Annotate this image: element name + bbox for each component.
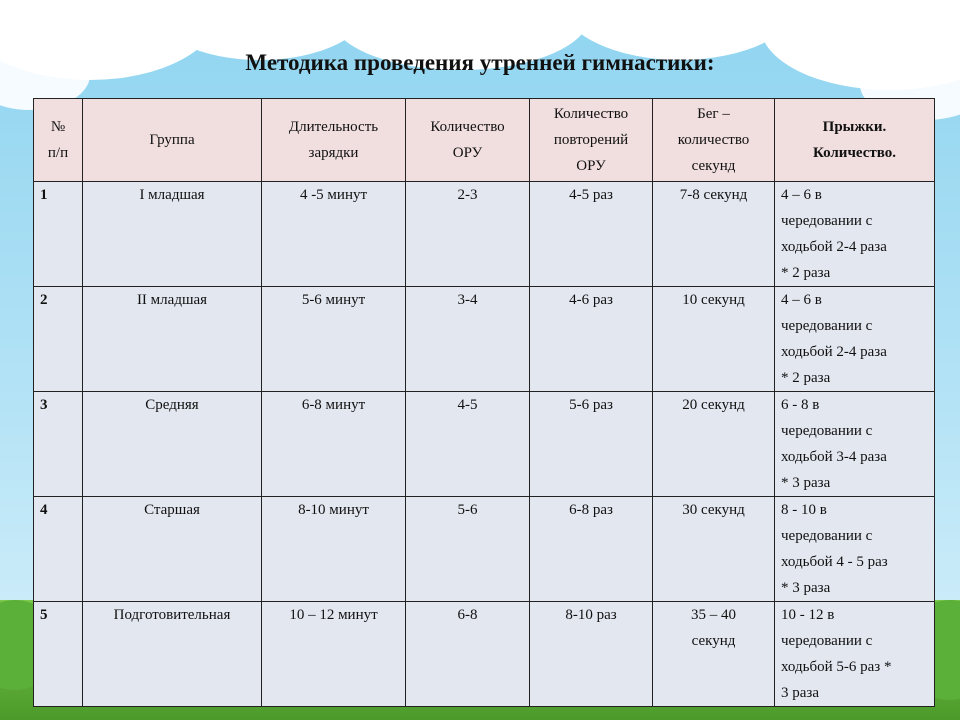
group-cell: II младшая	[83, 287, 262, 392]
oru-cell: 4-5	[406, 392, 530, 497]
oru-cell: 6-8	[406, 602, 530, 707]
header-running: Бег – количество секунд	[653, 99, 775, 182]
jumps-cell: 4 – 6 в чередовании с ходьбой 2-4 раза * 2 раза	[775, 182, 935, 287]
reps-cell: 5-6 раз	[530, 392, 653, 497]
group-cell: I младшая	[83, 182, 262, 287]
duration-cell: 6-8 минут	[262, 392, 406, 497]
header-number: № п/п	[34, 99, 83, 182]
reps-cell: 6-8 раз	[530, 497, 653, 602]
oru-cell: 3-4	[406, 287, 530, 392]
header-jumps: Прыжки. Количество.	[775, 99, 935, 182]
page-title: Методика проведения утренней гимнастики:	[245, 50, 715, 75]
jumps-cell: 4 – 6 в чередовании с ходьбой 2-4 раза * 2 раза	[775, 287, 935, 392]
row-number: 3	[34, 392, 83, 497]
run-cell: 10 секунд	[653, 287, 775, 392]
table-row	[34, 602, 935, 707]
reps-cell: 4-6 раз	[530, 287, 653, 392]
oru-cell: 5-6	[406, 497, 530, 602]
row-number: 4	[34, 497, 83, 602]
jumps-cell: 6 - 8 в чередовании с ходьбой 3-4 раза * 3 раза	[775, 392, 935, 497]
run-cell: 30 секунд	[653, 497, 775, 602]
table-row	[34, 392, 935, 497]
group-cell: Подготовительная	[83, 602, 262, 707]
duration-cell: 8-10 минут	[262, 497, 406, 602]
reps-cell: 4-5 раз	[530, 182, 653, 287]
table-row	[34, 287, 935, 392]
jumps-cell: 10 - 12 в чередовании с ходьбой 5-6 раз * 3 раза	[775, 602, 935, 707]
run-cell: 7-8 секунд	[653, 182, 775, 287]
gymnastics-table	[33, 98, 935, 707]
duration-cell: 10 – 12 минут	[262, 602, 406, 707]
run-cell: 35 – 40 секунд	[653, 602, 775, 707]
table-row	[34, 497, 935, 602]
table-header-row	[34, 99, 935, 182]
duration-cell: 4 -5 минут	[262, 182, 406, 287]
jumps-cell: 8 - 10 в чередовании с ходьбой 4 - 5 раз * 3 раза	[775, 497, 935, 602]
header-duration: Длительность зарядки	[262, 99, 406, 182]
header-repetitions: Количество повторений ОРУ	[530, 99, 653, 182]
header-group: Группа	[83, 99, 262, 182]
run-cell: 20 секунд	[653, 392, 775, 497]
table-row	[34, 182, 935, 287]
group-cell: Старшая	[83, 497, 262, 602]
duration-cell: 5-6 минут	[262, 287, 406, 392]
group-cell: Средняя	[83, 392, 262, 497]
reps-cell: 8-10 раз	[530, 602, 653, 707]
row-number: 1	[34, 182, 83, 287]
row-number: 5	[34, 602, 83, 707]
row-number: 2	[34, 287, 83, 392]
header-oru-count: Количество ОРУ	[406, 99, 530, 182]
oru-cell: 2-3	[406, 182, 530, 287]
